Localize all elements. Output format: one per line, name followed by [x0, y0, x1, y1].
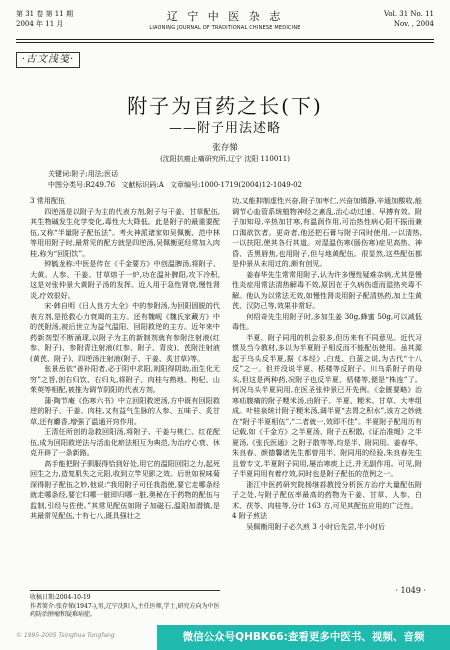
classification-line: 中图分类号:R249.76 文献标识码:A 文章编号:1000-1719(2004)12-1049-02 — [48, 181, 302, 189]
paragraph: 高手能把附子驯服得恰到好处,用它的温阳回阳之力,起死回生之力,造复肌失之元阳,收到立竿见影之效。后世如祝味菊深得附子配伍之妙,他说:“我用附子可任我指使,要它走哪条经就走哪条经,要它归哪一脏即归哪一脏,奥秘在于药物的配伍与监制,引经与佐使。”其常见配伍如附子加磁石,温阳加潜镇,是其最常见配伍,十有七八,既具强壮之 — [30, 458, 220, 520]
received-date: 收稿日期:2004-10-19 — [30, 594, 91, 601]
column-tag: ·古文浅笺· — [16, 52, 80, 68]
issue-date-en: Nov. , 2004 — [393, 20, 434, 28]
paragraph: 功,又能抑制虚性兴奋,附子加枣仁,兴奋加镇静,辛通加酸收,能调节心血管系统植物神经之紊乱,治心动过速、早搏有效。附子加知母,辛热加甘寒,有温润作用,可治热性病心阳不振而兼口渴欲饮者。更奇者,他还把石膏与附子同时使用,一以清热,一以扶阳,使其各行其道。对湿温伤寒(肠伤寒)症见高热、神昏、舌黑唇焦,也用附子,但与地黄配伍。很显然,这些配伍都是仲景从未用过的,颇有创见。 — [232, 196, 422, 268]
header-rule-thin — [16, 42, 434, 43]
paragraph: 蒲·陶节庵《伤寒六书》中立回阳救逆汤,方中既有回阳救逆的附子、干姜、肉桂,又有益气生脉的人参、五味子、炙甘草,还有麝香,增强了温通开窍作用。 — [30, 395, 220, 426]
paragraph: 张景岳依“善补阳者,必于阴中求阳,则阳得阴助,而生化无穷”之旨,创右归饮、右归丸,将附子、肉桂与熟地、枸杞、山茱萸等相配,被推为调节阴阳的代表方剂。 — [30, 364, 220, 394]
journal-title-cn: 辽 宁 中 医 杂 志 — [166, 10, 284, 23]
page-number: · 1049 · — [395, 586, 426, 595]
body-column-left — [30, 196, 220, 586]
paragraph: 宋·韩自明《日人良方大全》中的参附汤,为回阳固脱的代表方剂,是抢救心力衰竭的主方。还有魏岘《魏氏家藏方》中的芪附汤,被后世立为益气温阳、回阳救逆的主方。近年来中药新剂型不断涌现,以附子为主的新制剂就有参附注射液(红参、附子)、参附青注射液(红参、附子、青皮)、芪附注射液(黄芪、附子)、四逆汤注射液(附子、干姜、炙甘草)等。 — [30, 301, 220, 363]
author-bio: 作者简介:张存悌(1947-),男,辽宁沈阳人,主任医师,学士,研究方向为中医药防治肿瘤和疑难病症。 — [30, 602, 220, 618]
keywords: 关键词:附子;用法;医话 — [48, 170, 119, 178]
body-column-right — [232, 196, 422, 581]
copyright-watermark: © 1995-2005 Tsinghua Tongfang — [16, 632, 115, 639]
author-name: 张存悌 — [212, 143, 238, 153]
journal-title-en: LIAONING JOURNAL OF TRADITIONAL CHINESE MEDICINE — [149, 25, 301, 31]
paragraph: 四逆汤是以附子为主的代表方剂,附子与干姜、甘草配伍,其生物碱发生化学变化,毒性大大降低。此是附子的最重要配伍,又称“半量附子配伍法”。考火神派诸家如吴佩衡、范中林等用用附子时,最常见的配方就是四逆汤,吴佩衡更经常加入肉桂,称为“回阳饮”。 — [30, 206, 220, 258]
footnote — [30, 590, 220, 620]
article-subtitle: ——附子用法述略 — [168, 121, 281, 136]
issue-info-en — [384, 9, 434, 29]
paragraph: 姜春华先生常常用附子,认为许多慢性疑难杂病,尤其是慢性炎症用常法清热解毒不效,原因在于久病伤虚而湿热夹毒不解。他认为以常法无效,如慢性肾炎用附子配清热药,加上生黄芪、汉防己等,效果非常好。 — [232, 269, 422, 310]
paragraph: 王清任所创的急救回阳汤,将附子、干姜与桃仁、红花配伍,成为回阳救逆法与活血化瘀法相互为典范,为治疗心衰、休克开辟了一条新路。 — [30, 427, 220, 457]
section-heading: 4 附子煎法 — [232, 511, 268, 520]
journal-title — [16, 8, 434, 31]
section-heading: 3 常用配伍 — [30, 196, 66, 205]
article-title: 附子为百药之长(下) — [127, 94, 323, 118]
paragraph: 何绍奇先生用附子时,多加生姜 30g,蜂蜜 50g,可以减低毒性。 — [232, 311, 422, 331]
paragraph: 吴佩衡用附子必久煎 3 小时后先尝,半小时后 — [246, 521, 386, 531]
issue-date: 2004 年 11 月 — [16, 20, 64, 28]
paragraph: 半夏、附子同用的机会很多,但历来有不同意见。近代习惯及当今教材,多以为半夏附子相反而不能配伍使用。虽其源起于乌头反半夏,据《本经》,白芨、白蔹之说,为古代“十八反”之一。但并没说半夏、栝楼等反附子。川乌系附子的母头,但这是两种药,况附子也反半夏、栝楼等,便是“株连”了。何况乌头半夏同用,在医圣张仲景已开先例。《金匮要略》治寒疝腹痛的附子粳米汤,由附子、半夏、粳米、甘草、大枣组成。叶桂泉统计附子粳米汤,调半夏“去胃之积水”,该方之妙就在“附子半夏相伍”,“二者就一,效即不佳”。半夏附子配用历有记载,如《千金方》之半夏汤、附子五积散,《证治准绳》之半夏汤,《张氏医通》之附子散等等,均是半、附同用。姜春华、朱良春、颜德馨诸先生都曾用半、附同用的经验,朱良春先生且曾专文,半夏附子同用,屡治寒痰上泛,并无副作用。可见,附子半夏同用有着疗效,同时也是附子配伍的范例之一。 — [232, 332, 422, 478]
volume-issue-en: Vol. 31 No. 11 — [383, 10, 434, 18]
promo-banner[interactable]: 微信公众号QHBK66:查看更多中医书、视频、音频 — [157, 625, 450, 650]
paragraph: 浙江中医药研究院杨继荪教授分析医方治疗大量配伍附子之处,与附子配伍率最高的药物为干姜、甘草、人参、白术、茯苓、肉桂等,分计 163 方,可见其配伍应用的广泛性。 — [232, 479, 422, 510]
paragraph: 钟毓龙称:中医是传在《千金要方》中创温脾汤,将附子、大黄、人参、干姜、甘草熔于一炉,功在温补脾阳,攻下冷积,这是对张仲景大黄附子汤的发挥。近人用于急性肾衰,慢性肾炎,疗效很好。 — [30, 259, 220, 300]
page-header — [16, 8, 434, 42]
volume-issue: 第 31 卷 第 11 期 — [16, 10, 73, 18]
header-rule — [16, 39, 434, 40]
author-affiliation: (沈阳抗癌止痛研究所,辽宁 沈阳 110011) — [160, 155, 290, 163]
